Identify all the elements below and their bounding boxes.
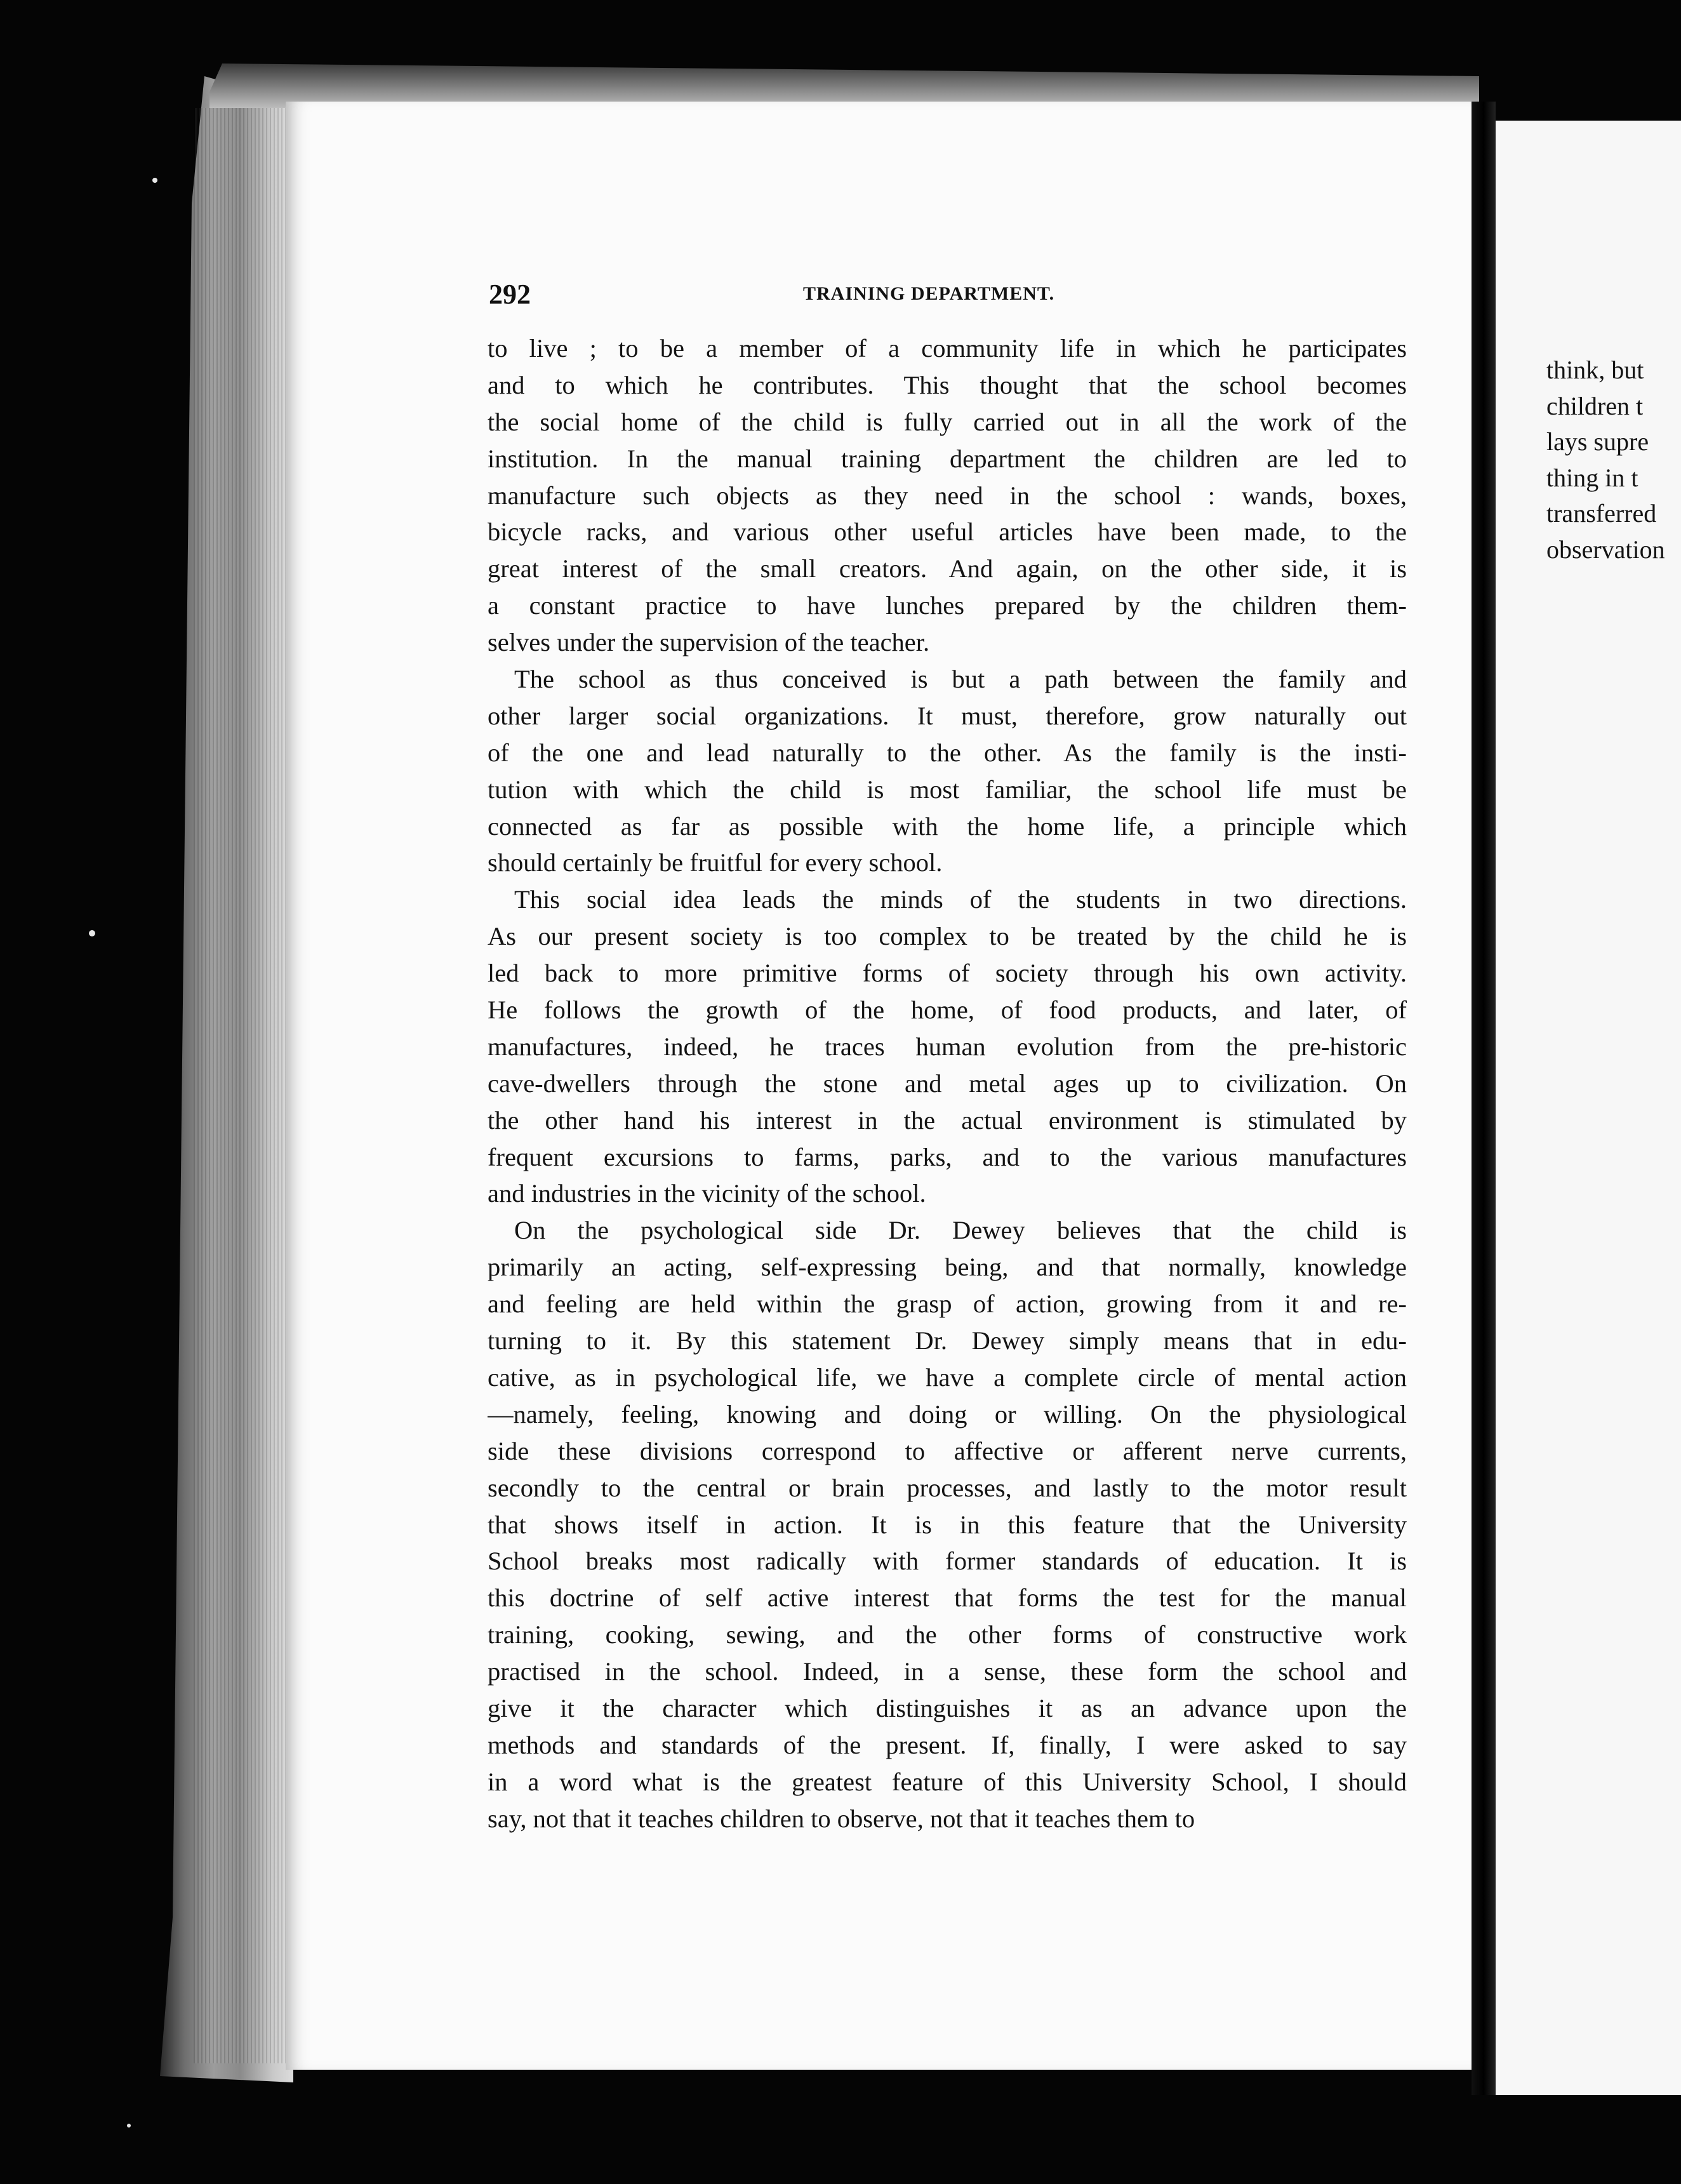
text-line: primarily an acting, self-expressing being, and that normally, knowledge <box>488 1253 1407 1282</box>
paragraph <box>488 881 1407 1212</box>
text-line: manufactures, indeed, he traces human evolution from the pre-historic <box>488 1032 1407 1061</box>
text-line: to live ; to be a member of a community life in which he participates <box>488 334 1407 363</box>
text-line: should certainly be fruitful for every school. <box>488 848 943 877</box>
text-line: great interest of the small creators. And again, on the other side, it is <box>488 554 1407 583</box>
page-header-title: TRAINING DEPARTMENT. <box>803 283 1055 304</box>
running-head <box>489 278 1403 316</box>
text-line: say, not that it teaches children to observe, not that it teaches them to <box>488 1804 1195 1833</box>
text-line: a constant practice to have lunches prepared by the children them- <box>488 591 1407 620</box>
text-line: This social idea leads the minds of the students in two directions. <box>514 885 1407 914</box>
facing-text-line: observation <box>1546 535 1665 564</box>
text-line: side these divisions correspond to affective or afferent nerve currents, <box>488 1436 1407 1465</box>
paragraph <box>488 661 1407 881</box>
scan-speck <box>152 178 157 183</box>
text-line: practised in the school. Indeed, in a sense, these form the school and <box>488 1657 1407 1686</box>
text-line: —namely, feeling, knowing and doing or willing. On the physiological <box>488 1399 1407 1428</box>
text-line: connected as far as possible with the home life, a principle which <box>488 811 1407 841</box>
text-line: secondly to the central or brain processes, and lastly to the motor result <box>488 1473 1407 1502</box>
text-line: As our present society is too complex to be treated by the child he is <box>488 922 1407 951</box>
scan-speck <box>89 930 95 936</box>
text-line: training, cooking, sewing, and the other forms of constructive work <box>488 1620 1407 1649</box>
text-line: cave-dwellers through the stone and metal ages up to civilization. On <box>488 1069 1407 1098</box>
text-line: of the one and lead naturally to the other. As the family is the insti- <box>488 738 1407 767</box>
text-line: led back to more primitive forms of society through his own activity. <box>488 959 1407 988</box>
text-line: cative, as in psychological life, we have a complete circle of mental action <box>488 1362 1407 1392</box>
facing-text-line: lays supre <box>1546 427 1649 456</box>
text-line: He follows the growth of the home, of food products, and later, of <box>488 995 1407 1025</box>
scan-speck <box>127 2124 131 2127</box>
facing-text-line: thing in t <box>1546 463 1638 492</box>
text-line: turning to it. By this statement Dr. Dewey simply means that in edu- <box>488 1326 1407 1355</box>
text-line: bicycle racks, and various other useful articles have been made, to the <box>488 517 1407 547</box>
text-line: The school as thus conceived is but a path between the family and <box>514 665 1407 694</box>
text-line: institution. In the manual training department the children are led to <box>488 444 1407 473</box>
text-line: and to which he contributes. This thought that the school becomes <box>488 370 1407 399</box>
text-line: give it the character which distinguishes it as an advance upon the <box>488 1693 1407 1722</box>
text-line: the social home of the child is fully carried out in all the work of the <box>488 407 1407 436</box>
text-line: methods and standards of the present. If, finally, I were asked to say <box>488 1730 1407 1759</box>
paragraph <box>488 1212 1407 1837</box>
text-line: manufacture such objects as they need in the school : wands, boxes, <box>488 481 1407 510</box>
text-line: School breaks most radically with former standards of education. It is <box>488 1547 1407 1576</box>
facing-text-line: transferred <box>1546 499 1657 528</box>
facing-page-text <box>1546 352 1681 568</box>
facing-text-line: think, but <box>1546 356 1644 384</box>
text-line: and feeling are held within the grasp of action, growing from it and re- <box>488 1289 1407 1319</box>
paragraph <box>488 330 1407 661</box>
text-line: in a word what is the greatest feature of this University School, I should <box>488 1767 1407 1796</box>
facing-text-line: children t <box>1546 391 1644 420</box>
body-text <box>488 330 1407 1837</box>
text-line: the other hand his interest in the actual environment is stimulated by <box>488 1105 1407 1135</box>
page-number: 292 <box>489 279 531 310</box>
text-line: selves under the supervision of the teacher. <box>488 628 930 657</box>
text-line: that shows itself in action. It is in this feature that the University <box>488 1510 1407 1539</box>
text-line: other larger social organizations. It must, therefore, grow naturally out <box>488 701 1407 730</box>
text-line: On the psychological side Dr. Dewey believes that the child is <box>514 1216 1407 1245</box>
text-line: frequent excursions to farms, parks, and to the various manufactures <box>488 1142 1407 1171</box>
book-gutter <box>1472 102 1496 2095</box>
text-line: and industries in the vicinity of the school. <box>488 1179 926 1208</box>
text-line: tution with which the child is most familiar, the school life must be <box>488 775 1407 804</box>
page-edge-lines <box>194 108 289 2063</box>
text-line: this doctrine of self active interest that forms the test for the manual <box>488 1583 1407 1613</box>
